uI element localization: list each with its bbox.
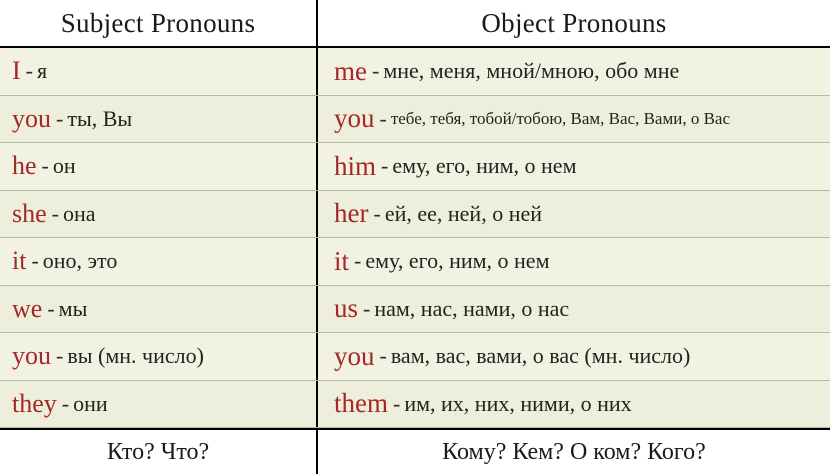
object-pronoun: him: [334, 150, 377, 181]
subject-translation: она: [63, 200, 96, 226]
object-cell: [318, 286, 830, 333]
object-translation: им, их, них, ними, о них: [404, 390, 632, 416]
subject-pronoun: you: [12, 341, 51, 371]
header-cell-subject: [0, 0, 318, 46]
subject-pronoun: it: [12, 246, 27, 276]
table-row: [0, 333, 830, 381]
subject-dash: -: [51, 200, 59, 226]
object-cell: [318, 238, 830, 285]
object-pronoun: you: [334, 340, 375, 371]
table-row: [0, 238, 830, 286]
object-dash: -: [381, 153, 389, 179]
table-row: [0, 96, 830, 144]
table-footer-row: [0, 428, 830, 474]
object-pronoun: me: [334, 55, 367, 86]
subject-cell: [0, 143, 318, 190]
subject-pronoun: you: [12, 103, 51, 133]
subject-pronoun: she: [12, 198, 47, 228]
object-translation: ему, его, ним, о нем: [392, 153, 577, 179]
object-translation: мне, меня, мной/мною, обо мне: [383, 58, 680, 84]
subject-dash: -: [56, 343, 64, 369]
subject-dash: -: [25, 58, 33, 84]
subject-cell: [0, 96, 318, 143]
object-pronoun: her: [334, 198, 369, 229]
subject-translation: я: [37, 58, 48, 84]
subject-pronoun: they: [12, 388, 57, 418]
object-translation: тебе, тебя, тобой/тобою, Вам, Вас, Вами, о Вас: [390, 108, 731, 128]
object-translation: ей, ее, ней, о ней: [384, 200, 543, 226]
subject-translation: они: [73, 390, 108, 416]
subject-dash: -: [56, 105, 64, 131]
table-header-row: [0, 0, 830, 48]
object-dash: -: [379, 105, 387, 131]
object-translation: ему, его, ним, о нем: [365, 248, 550, 274]
subject-cell: [0, 238, 318, 285]
object-dash: -: [373, 200, 381, 226]
object-pronoun: you: [334, 103, 375, 134]
object-dash: -: [363, 295, 371, 321]
subject-dash: -: [47, 295, 55, 321]
object-dash: -: [372, 58, 380, 84]
object-dash: -: [354, 248, 362, 274]
object-cell: [318, 191, 830, 238]
subject-cell: [0, 191, 318, 238]
subject-translation: мы: [58, 295, 88, 321]
subject-pronoun: I: [12, 56, 21, 86]
subject-translation: ты, Вы: [67, 105, 133, 131]
subject-dash: -: [61, 390, 70, 416]
subject-cell: [0, 286, 318, 333]
subject-translation: он: [52, 153, 76, 179]
object-cell: [318, 143, 830, 190]
object-cell: [318, 48, 830, 95]
subject-translation: оно, это: [42, 248, 118, 274]
subject-dash: -: [31, 248, 39, 274]
subject-pronoun: we: [12, 293, 43, 323]
subject-dash: -: [41, 153, 49, 179]
object-pronoun: it: [334, 245, 350, 276]
subject-cell: [0, 48, 318, 95]
object-pronoun: us: [334, 293, 359, 324]
table-row: [0, 48, 830, 96]
object-pronoun: them: [334, 388, 388, 419]
object-question-cell: [318, 430, 830, 474]
table-row: [0, 143, 830, 191]
table-row: [0, 191, 830, 239]
subject-cell: [0, 381, 318, 428]
object-pronouns-title: Object Pronouns: [481, 7, 667, 38]
object-dash: -: [379, 343, 387, 369]
subject-cell: [0, 333, 318, 380]
object-translation: вам, вас, вами, о вас (мн. число): [390, 343, 691, 369]
subject-translation: вы (мн. число): [67, 343, 204, 369]
subject-question-cell: [0, 430, 318, 474]
object-cell: [318, 333, 830, 380]
object-cell: [318, 96, 830, 143]
object-cell: [318, 381, 830, 428]
subject-question: Кто? Что?: [106, 438, 210, 465]
object-question: Кому? Кем? О ком? Кого?: [442, 438, 706, 465]
table-row: [0, 286, 830, 334]
subject-pronouns-title: Subject Pronouns: [60, 7, 256, 38]
object-dash: -: [393, 390, 401, 416]
subject-pronoun: he: [12, 151, 37, 181]
object-translation: нам, нас, нами, о нас: [374, 295, 570, 321]
header-cell-object: [318, 0, 830, 46]
table-body: [0, 48, 830, 428]
table-row: [0, 381, 830, 429]
